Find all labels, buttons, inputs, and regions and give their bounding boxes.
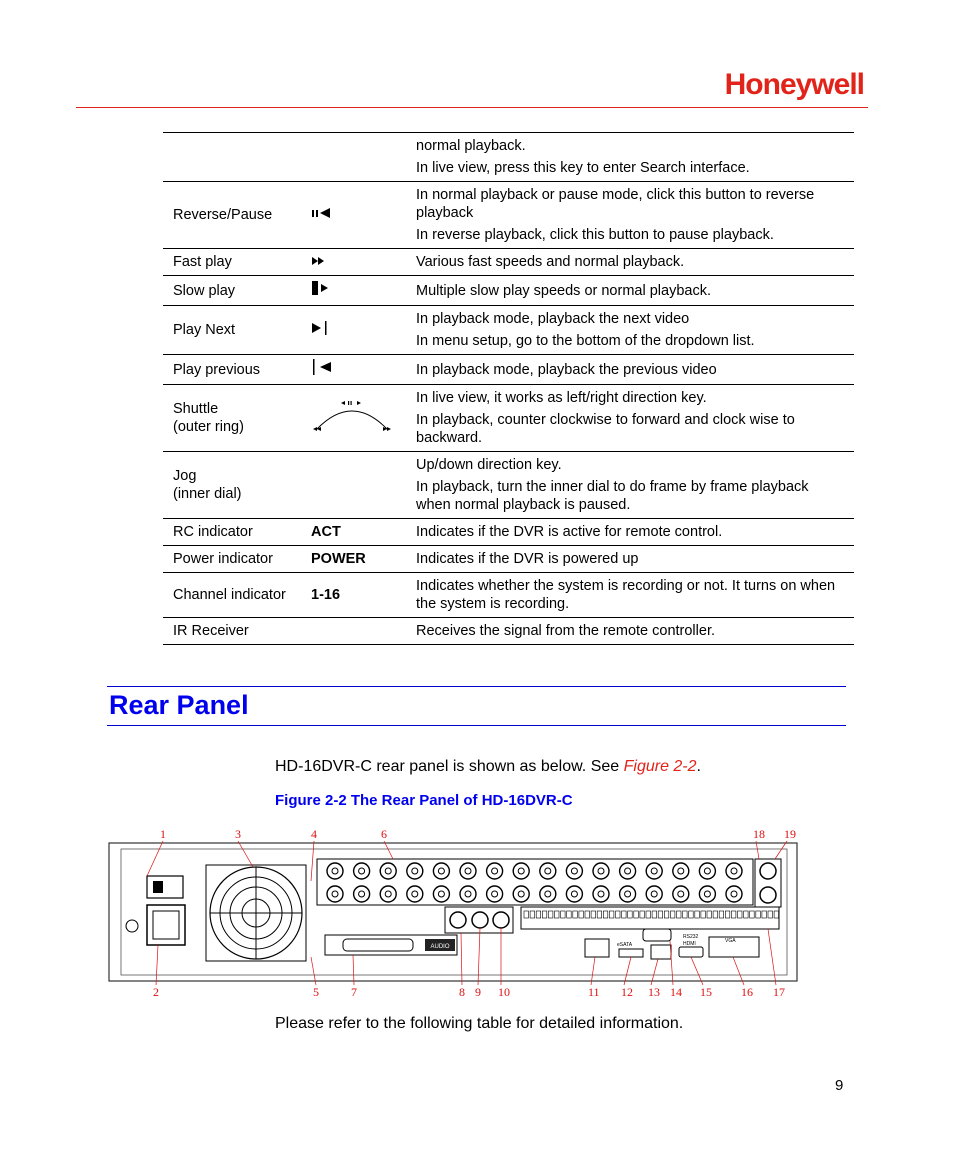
figure-callout-number: 5	[313, 985, 319, 999]
key-table-row	[163, 385, 854, 452]
key-name: Play previous	[163, 355, 301, 385]
rs232-label: RS232	[683, 934, 699, 940]
key-table-row	[163, 546, 854, 573]
figure-callout-number: 7	[351, 985, 357, 999]
reverse-pause-icon	[301, 182, 408, 249]
play-next-icon	[301, 306, 408, 355]
description-line: Multiple slow play speeds or normal playback.	[416, 282, 711, 299]
description-line: In reverse playback, click this button to pause playback.	[416, 227, 774, 243]
figure-callout-number: 2	[153, 985, 159, 999]
description-line: In playback mode, playback the next video	[416, 311, 690, 327]
header-rule	[76, 107, 868, 108]
play-previous-icon	[301, 355, 408, 385]
key-description	[408, 519, 854, 546]
figure-callout-number: 3	[235, 827, 241, 841]
key-table-row	[163, 519, 854, 546]
figure-callout-number: 6	[381, 827, 387, 841]
key-description	[408, 573, 854, 618]
description-line: In menu setup, go to the bottom of the dropdown list.	[416, 333, 755, 349]
description-line: Indicates if the DVR is active for remote control.	[416, 524, 723, 540]
page-number: 9	[835, 1077, 844, 1094]
key-description	[408, 546, 854, 573]
key-table-row	[163, 355, 854, 385]
figure-callout-number: 12	[621, 985, 633, 999]
key-name: Play Next	[163, 306, 301, 355]
description-line: In playback mode, playback the previous video	[416, 361, 717, 378]
section-rule-top	[107, 686, 846, 687]
key-name: Reverse/Pause	[163, 182, 301, 249]
rear-panel-figure	[103, 825, 803, 1000]
key-name: Channel indicator	[163, 573, 301, 618]
vga-label: VGA	[725, 938, 736, 944]
key-description	[408, 355, 854, 385]
description-line: In live view, press this key to enter Search interface.	[416, 160, 750, 176]
key-table-row	[163, 249, 854, 276]
description-line: Indicates if the DVR is powered up	[416, 551, 639, 567]
figure-callout-number: 9	[475, 985, 481, 999]
esata-label: eSATA	[617, 942, 633, 948]
front-panel-key-table	[163, 132, 854, 645]
key-symbol	[301, 133, 408, 182]
description-line: Receives the signal from the remote controller.	[416, 623, 715, 639]
key-symbol: ACT	[301, 519, 408, 546]
power-switch	[147, 876, 183, 898]
key-symbol: POWER	[301, 546, 408, 573]
key-name: Power indicator	[163, 546, 301, 573]
figure-callout-number: 15	[700, 985, 712, 999]
figure-reference-link[interactable]: Figure 2-2	[623, 758, 697, 775]
description-line: Up/down direction key.	[416, 457, 562, 473]
key-name: Slow play	[163, 276, 301, 306]
section-title: Rear Panel	[109, 690, 249, 720]
figure-callout-number: 13	[648, 985, 660, 999]
description-line: Indicates whether the system is recording or not. It turns on when the system is recording.	[416, 578, 836, 612]
key-name: Jog (inner dial)	[163, 452, 301, 519]
key-description	[408, 182, 854, 249]
key-description	[408, 306, 854, 355]
key-description	[408, 385, 854, 452]
key-description	[408, 133, 854, 182]
key-name: Shuttle (outer ring)	[163, 385, 301, 452]
figure-callout-number: 8	[459, 985, 465, 999]
key-table-row	[163, 276, 854, 306]
key-name: Fast play	[163, 249, 301, 276]
section-rule-bottom	[107, 725, 846, 726]
key-name	[163, 133, 301, 182]
key-description	[408, 276, 854, 306]
honeywell-logo: Honeywell	[724, 68, 864, 101]
intro-paragraph	[275, 758, 701, 776]
figure-callout-number: 1	[160, 827, 166, 841]
description-line: normal playback.	[416, 138, 526, 154]
key-table-row	[163, 618, 854, 645]
figure-callout-number: 19	[784, 827, 796, 841]
key-name: RC indicator	[163, 519, 301, 546]
intro-text-end: .	[696, 758, 701, 775]
refer-paragraph: Please refer to the following table for detailed information.	[275, 1015, 684, 1032]
chassis-outline	[109, 843, 797, 981]
intro-text: HD-16DVR-C rear panel is shown as below. See	[275, 758, 624, 775]
figure-callout-number: 14	[670, 985, 682, 999]
figure-callout-number: 18	[753, 827, 765, 841]
figure-caption: Figure 2-2 The Rear Panel of HD-16DVR-C	[275, 792, 573, 809]
key-description	[408, 618, 854, 645]
description-line: In playback, counter clockwise to forward and clock wise to backward.	[416, 412, 795, 446]
hdmi-label: HDMI	[683, 941, 696, 947]
figure-callout-number: 10	[498, 985, 510, 999]
description-line: In normal playback or pause mode, click this button to reverse playback	[416, 187, 815, 221]
slow-play-icon	[301, 276, 408, 306]
key-symbol	[301, 452, 408, 519]
key-description	[408, 452, 854, 519]
figure-callout-number: 11	[588, 985, 600, 999]
audio-label: AUDIO	[430, 944, 450, 950]
key-description	[408, 249, 854, 276]
figure-callout-number: 17	[773, 985, 785, 999]
key-table-row	[163, 133, 854, 182]
key-table-row	[163, 573, 854, 618]
figure-callout-number: 4	[311, 827, 317, 841]
description-line: In live view, it works as left/right direction key.	[416, 390, 707, 406]
description-line: In playback, turn the inner dial to do frame by frame playback when normal playback is paused.	[416, 479, 809, 513]
shuttle-ring-icon	[301, 385, 408, 452]
key-name: IR Receiver	[163, 618, 301, 645]
key-table-row	[163, 306, 854, 355]
key-table-row	[163, 182, 854, 249]
key-symbol	[301, 618, 408, 645]
fast-play-icon	[301, 249, 408, 276]
key-symbol: 1-16	[301, 573, 408, 618]
key-table-row	[163, 452, 854, 519]
figure-callout-number: 16	[741, 985, 753, 999]
description-line: Various fast speeds and normal playback.	[416, 254, 685, 270]
